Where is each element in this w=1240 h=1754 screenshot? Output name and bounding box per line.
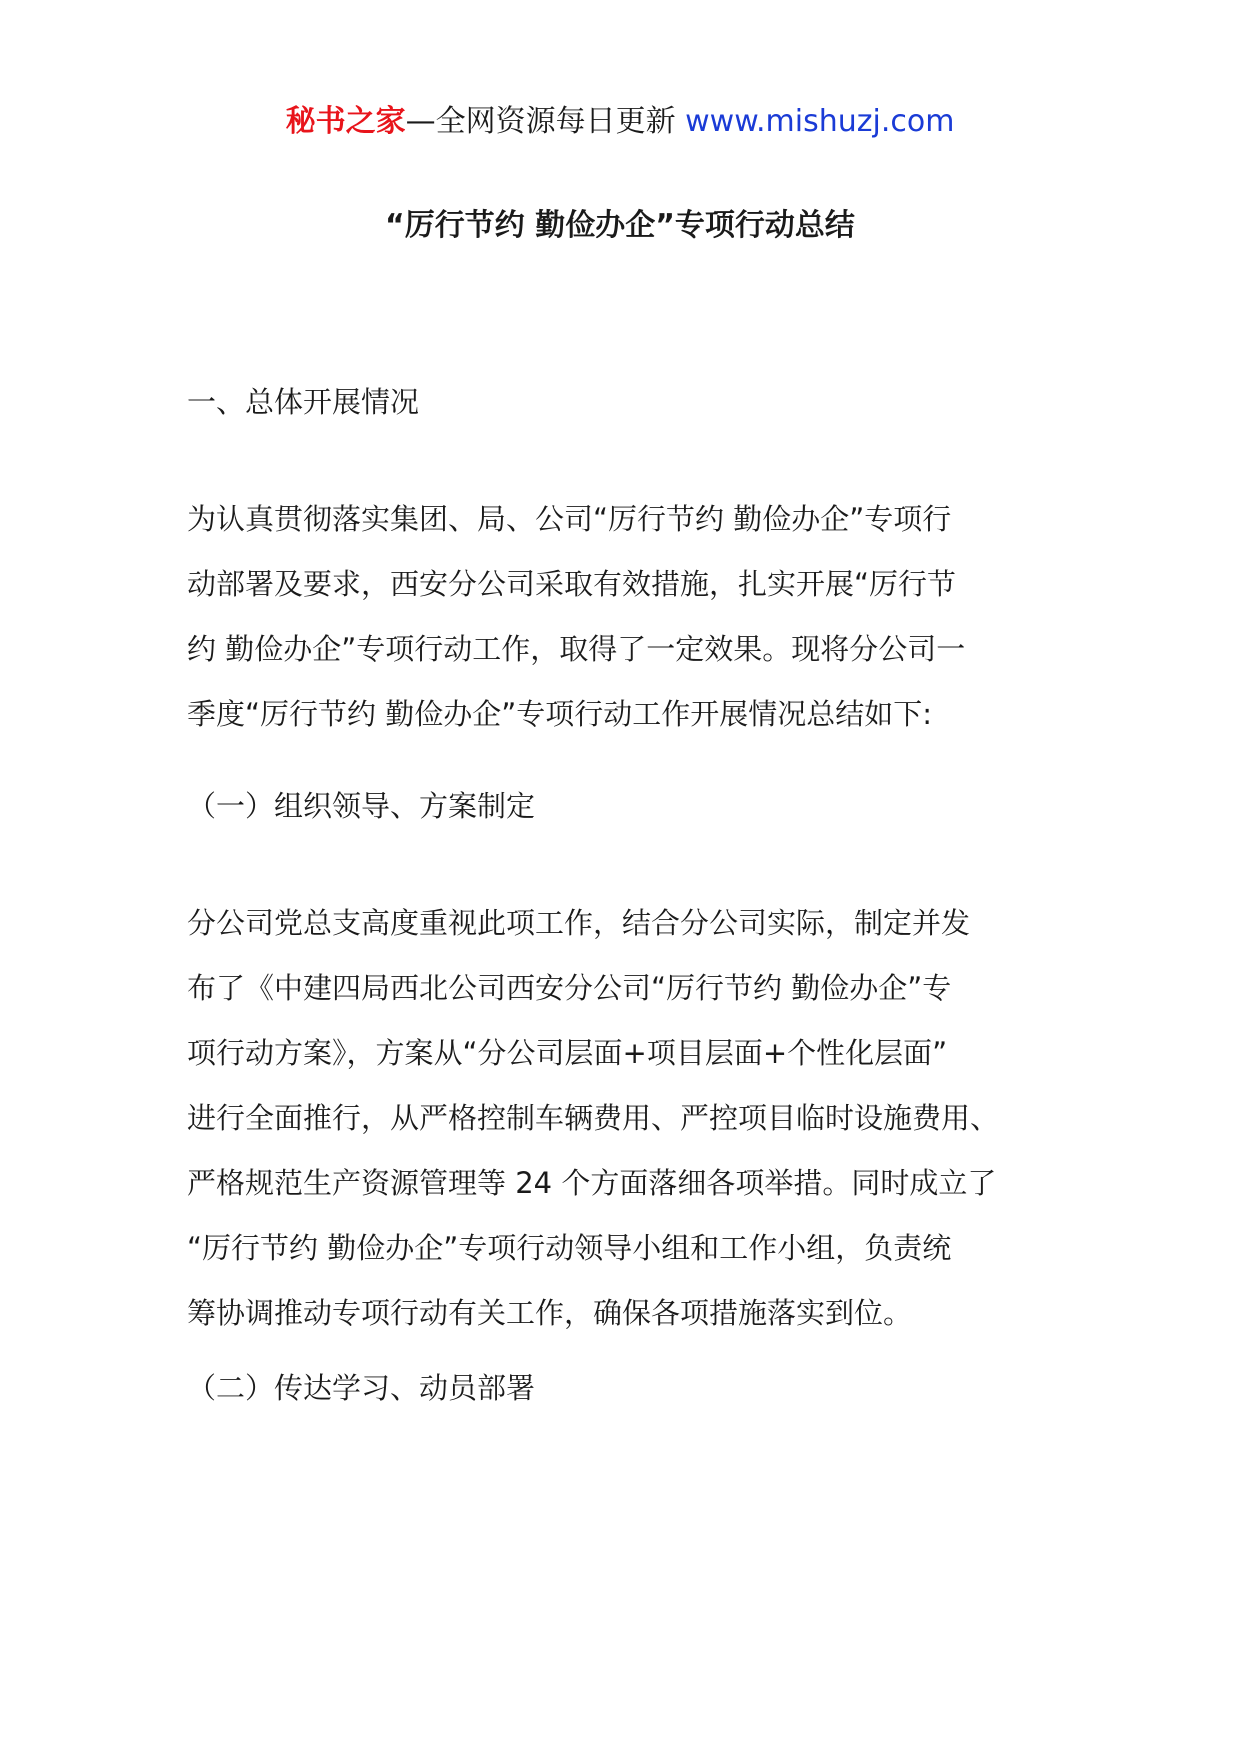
paragraph-line: “厉行节约 勤俭办企”专项行动领导小组和工作小组，负责统 xyxy=(187,1231,952,1265)
paragraph-line: 布了《中建四局西北公司西安分公司“厉行节约 勤俭办企”专 xyxy=(187,971,952,1005)
subsection-heading-organization: （一）组织领导、方案制定 xyxy=(187,789,536,823)
section-heading-overview: 一、总体开展情况 xyxy=(187,385,420,419)
paragraph-line: 项行动方案》，方案从“分公司层面+项目层面+个性化层面” xyxy=(187,1036,948,1070)
document-title: “厉行节约 勤俭办企”专项行动总结 xyxy=(385,208,855,243)
paragraph-line: 分公司党总支高度重视此项工作，结合分公司实际，制定并发 xyxy=(187,906,971,940)
paragraph-line: 筹协调推动专项行动有关工作，确保各项措施落实到位。 xyxy=(187,1296,913,1330)
subsection-heading-mobilization: （二）传达学习、动员部署 xyxy=(187,1371,536,1405)
site-header xyxy=(0,100,1240,144)
header-tagline: —全网资源每日更新 xyxy=(405,104,676,139)
organization-paragraph xyxy=(187,891,1067,1346)
brand-name: 秘书之家 xyxy=(285,104,406,139)
paragraph-line: 季度“厉行节约 勤俭办企”专项行动工作开展情况总结如下: xyxy=(187,697,933,731)
paragraph-line: 严格规范生产资源管理等 24 个方面落细各项举措。同时成立了 xyxy=(187,1166,997,1200)
paragraph-line: 动部署及要求，西安分公司采取有效措施，扎实开展“厉行节 xyxy=(187,567,957,601)
paragraph-line: 约 勤俭办企”专项行动工作，取得了一定效果。现将分公司一 xyxy=(187,632,966,666)
intro-paragraph xyxy=(187,487,1067,747)
paragraph-line: 进行全面推行，从严格控制车辆费用、严控项目临时设施费用、 xyxy=(187,1101,1000,1135)
paragraph-line: 为认真贯彻落实集团、局、公司“厉行节约 勤俭办企”专项行 xyxy=(187,502,952,536)
site-url-link[interactable]: www.mishuzj.com xyxy=(685,104,955,139)
